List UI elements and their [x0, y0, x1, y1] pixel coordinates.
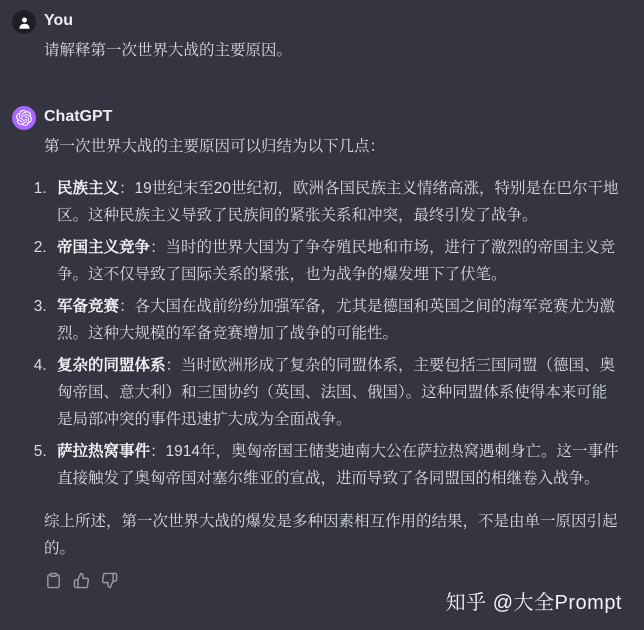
user-message-text: 请解释第一次世界大战的主要原因。: [44, 42, 293, 59]
assistant-message-body: [44, 129, 620, 593]
cause-desc: 各大国在战前纷纷加强军备，尤其是德国和英国之间的海军竞赛尤为激烈。这种大规模的军备竞赛增加了战争的可能性。: [57, 298, 616, 342]
cause-term: 帝国主义竞争: [57, 239, 151, 256]
cause-colon: ：: [119, 180, 135, 197]
list-item: [51, 352, 620, 433]
openai-logo-icon: [16, 110, 32, 126]
cause-colon: ：: [150, 239, 166, 256]
copy-clipboard-icon: [45, 572, 62, 592]
user-message-body: [44, 33, 620, 64]
cause-desc: 19世纪末至20世纪初，欧洲各国民族主义情绪高涨，特别是在巴尔干地区。这种民族主义导致了民族间的紧张关系和冲突，最终引发了战争。: [57, 180, 619, 224]
cause-term: 萨拉热窝事件: [57, 443, 151, 460]
causes-list: [44, 175, 620, 492]
cause-term: 军备竞赛: [57, 298, 120, 315]
assistant-avatar: [12, 106, 36, 130]
assistant-message: [12, 105, 620, 593]
list-item: [51, 234, 620, 288]
cause-desc: 当时欧洲形成了复杂的同盟体系，主要包括三国同盟（德国、奥匈帝国、意大利）和三国协约（英国、法国、俄国）。这种同盟体系使得本来可能是局部冲突的事件迅速扩大成为全面战争。: [57, 357, 616, 428]
copy-button[interactable]: [44, 571, 63, 593]
cause-term: 民族主义: [57, 180, 120, 197]
list-item: [51, 175, 620, 229]
user-message: [12, 9, 620, 64]
assistant-intro: 第一次世界大战的主要原因可以归结为以下几点：: [44, 138, 386, 155]
zhihu-watermark: 知乎 @大全Prompt: [445, 592, 622, 614]
assistant-conclusion: 综上所述，第一次世界大战的爆发是多种因素相互作用的结果，不是由单一原因引起的。: [44, 513, 618, 557]
cause-desc: 当时的世界大国为了争夺殖民地和市场，进行了激烈的帝国主义竞争。这不仅导致了国际关系的紧张，也为战争的爆发埋下了伏笔。: [57, 239, 616, 283]
cause-colon: ：: [165, 357, 182, 374]
cause-desc: 1914年，奥匈帝国王储斐迪南大公在萨拉热窝遇刺身亡。这一事件直接触发了奥匈帝国对塞尔维亚的宣战，进而导致了各同盟国的相继卷入战争。: [57, 443, 619, 487]
cause-term: 复杂的同盟体系: [57, 357, 166, 374]
thumbs-up-button[interactable]: [72, 571, 91, 593]
cause-colon: ：: [150, 443, 166, 460]
thumbs-up-icon: [73, 572, 90, 592]
user-name: You: [44, 12, 74, 29]
assistant-name: ChatGPT: [44, 108, 113, 125]
person-icon: [17, 15, 32, 30]
cause-colon: ：: [119, 298, 135, 315]
list-item: [51, 293, 620, 347]
thumbs-down-icon: [101, 572, 118, 592]
thumbs-down-button[interactable]: [100, 571, 119, 593]
user-avatar: [12, 10, 36, 34]
list-item: [51, 438, 620, 492]
